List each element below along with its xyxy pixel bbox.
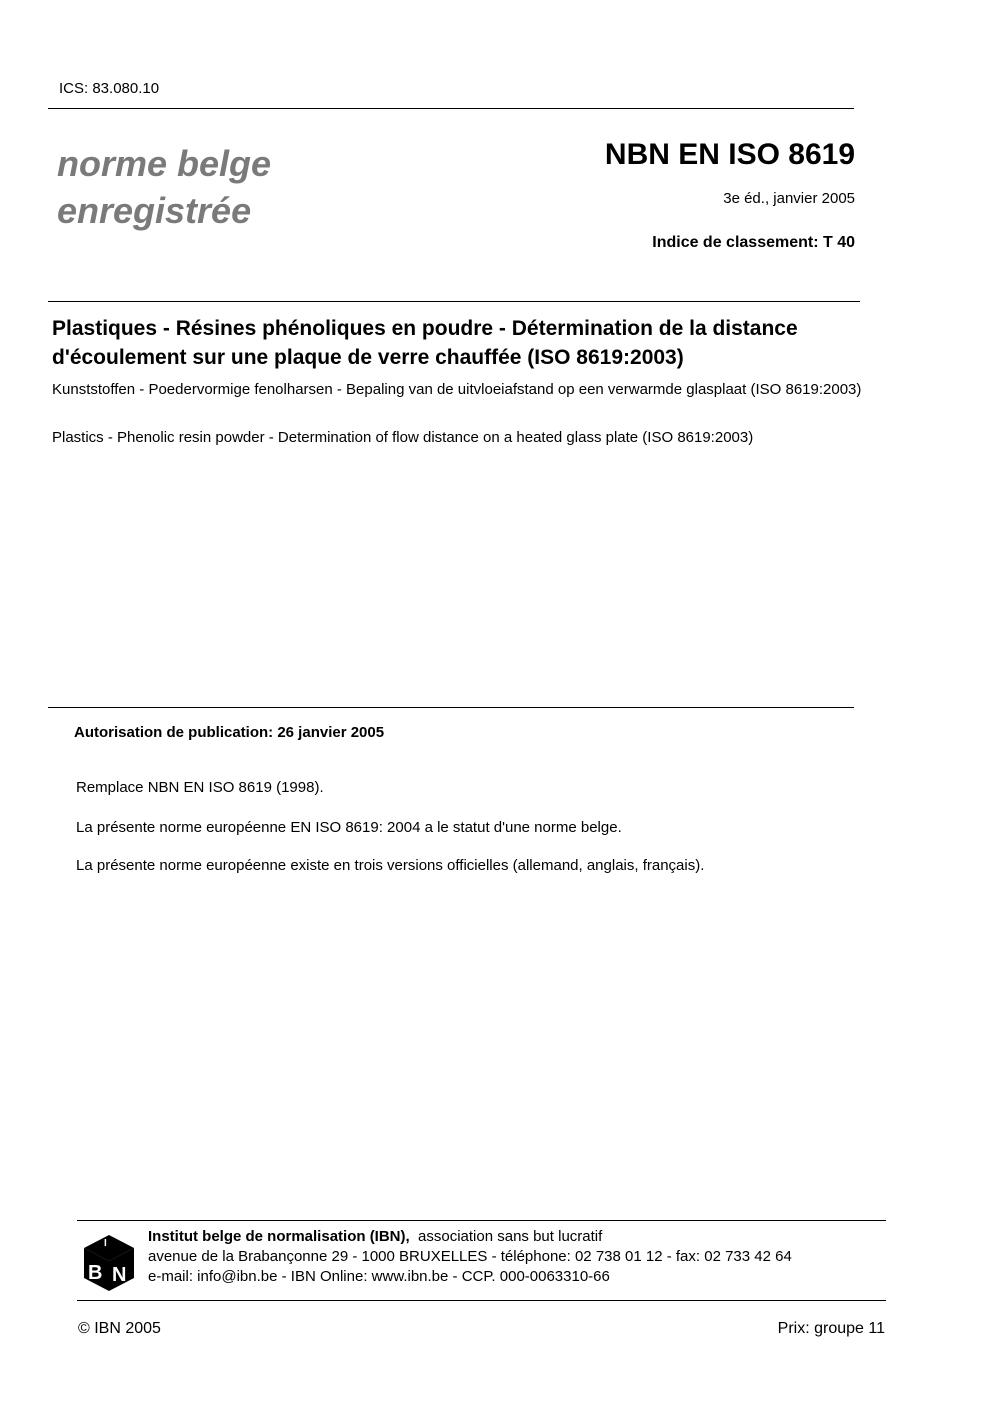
classification-index: Indice de classement: T 40 — [652, 234, 855, 251]
svg-text:I: I — [104, 1238, 107, 1249]
header-divider — [48, 108, 854, 109]
svg-text:N: N — [112, 1264, 127, 1286]
title-french: Plastiques - Résines phénoliques en poudre - Détermination de la distance d'écoulement sur une plaque de verre chauffée (ISO 8619:2003) — [52, 317, 798, 369]
institute-bottom-divider — [77, 1300, 886, 1301]
ics-code: ICS: 83.080.10 — [59, 80, 160, 97]
institute-name: Institut belge de normalisation (IBN), — [148, 1228, 410, 1245]
institute-contact: e-mail: info@ibn.be - IBN Online: www.ibn.be - CCP. 000-0063310-66 — [148, 1268, 610, 1285]
publication-authorisation: Autorisation de publication: 26 janvier 2005 — [74, 724, 385, 741]
replaces-note: Remplace NBN EN ISO 8619 (1998). — [76, 779, 324, 796]
brand-title — [57, 140, 271, 234]
institute-status: association sans but lucratif — [418, 1228, 603, 1245]
institute-address: avenue de la Brabançonne 29 - 1000 BRUXELLES - téléphone: 02 738 01 12 - fax: 02 733 42 64 — [148, 1248, 792, 1265]
title-divider — [48, 301, 860, 302]
publication-divider — [48, 707, 854, 708]
institute-name-line — [148, 1228, 602, 1245]
title-english: Plastics - Phenolic resin powder - Determination of flow distance on a heated glass plate (ISO 8619:2003) — [52, 429, 754, 446]
copyright: © IBN 2005 — [78, 1320, 161, 1337]
brand-line-1: norme belge — [57, 143, 272, 184]
edition: 3e éd., janvier 2005 — [723, 190, 855, 207]
status-note: La présente norme européenne EN ISO 8619: 2004 a le statut d'une norme belge. — [76, 819, 622, 836]
versions-note: La présente norme européenne existe en trois versions officielles (allemand, anglais, français). — [76, 857, 705, 874]
price-group: Prix: groupe 11 — [777, 1320, 885, 1337]
institute-top-divider — [77, 1220, 886, 1221]
title-dutch: Kunststoffen - Poedervormige fenolharsen - Bepaling van de uitvloeiafstand op een verwarmde glasplaat (ISO 8619:2003) — [52, 381, 862, 398]
standard-number: NBN EN ISO 8619 — [604, 138, 855, 171]
ibn-cube-logo-icon — [82, 1233, 136, 1293]
brand-line-2: enregistrée — [57, 190, 252, 231]
svg-text:B: B — [88, 1262, 103, 1284]
